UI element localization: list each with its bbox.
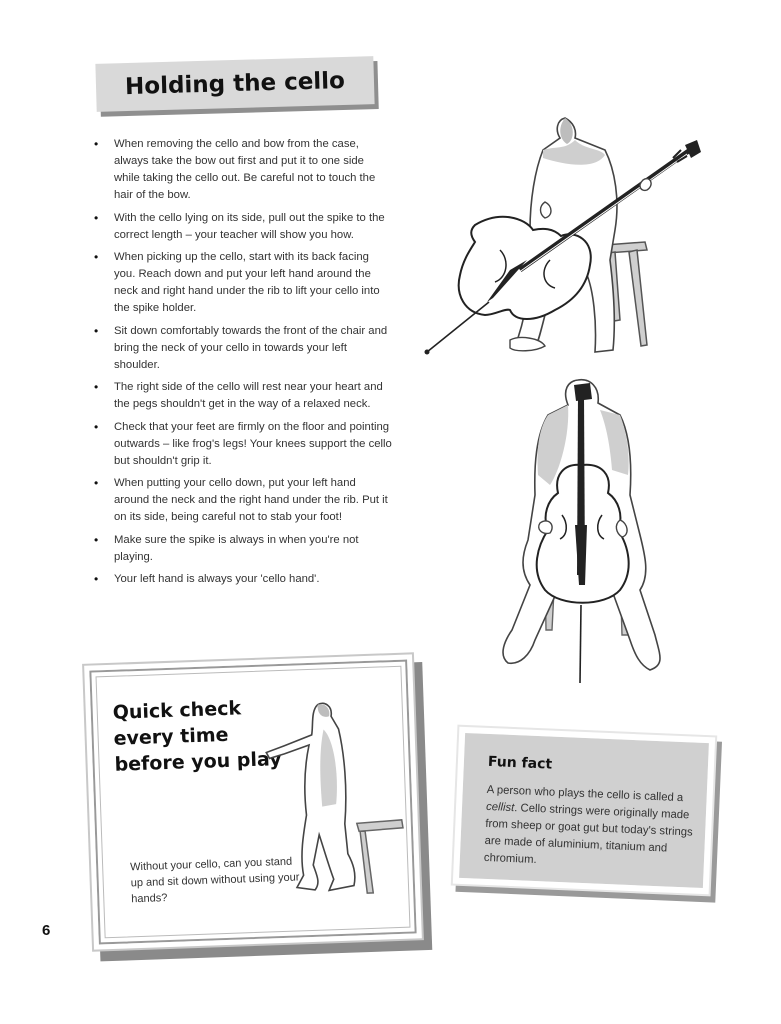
page-title: Holding the cello — [124, 67, 346, 101]
quick-check-text: Without your cello, can you stand up and sit down without using your hands? — [129, 855, 300, 906]
list-item: • Sit down comfortably towards the front of the chair and bring the neck of your cello in towards your left shoulder. — [92, 323, 392, 374]
quick-check-title: Quick check every time before you play — [112, 697, 282, 776]
cellist-front-view-illustration — [490, 375, 675, 685]
fun-fact-text — [484, 782, 697, 876]
list-item: • Your left hand is always your 'cello hand'. — [92, 571, 392, 588]
page-number: 6 — [42, 922, 51, 939]
quick-check-box — [89, 660, 416, 945]
fun-fact-box — [459, 733, 709, 888]
list-item: • The right side of the cello will rest near your heart and the pegs shouldn't get in the way of a relaxed neck. — [92, 379, 392, 413]
standing-person-illustration — [262, 692, 409, 907]
list-item: • With the cello lying on its side, pull out the spike to the correct length – your teacher will show you how. — [92, 210, 392, 244]
fun-fact-text-start: A person who plays the cello is called a — [486, 783, 684, 805]
list-item: • When putting your cello down, put your left hand around the neck and the right hand under the rib. Put it on its side, being careful not to stab your foot! — [92, 475, 392, 526]
fun-fact-text-end: . Cello strings were originally made from sheep or goat gut but today's strings are made of aluminium, titanium and chromium. — [483, 802, 693, 867]
fun-fact-emphasis: cellist — [485, 800, 515, 815]
title-banner — [95, 56, 374, 112]
list-item: • Make sure the spike is always in when you're not playing. — [92, 532, 392, 566]
list-item: • When removing the cello and bow from the case, always take the bow out first and put it to one side while taking the cello out. Be careful not to touch the hair of the bow. — [92, 136, 392, 204]
fun-fact-title: Fun fact — [487, 753, 553, 773]
instruction-list — [92, 136, 392, 594]
list-item: • Check that your feet are firmly on the floor and pointing outwards – like frog's legs! Your knees support the cello but shouldn't grip it. — [92, 419, 392, 470]
cellist-side-view-illustration — [415, 110, 715, 360]
list-item: • When picking up the cello, start with its back facing you. Reach down and put your left hand around the neck and right hand under the rib to lift your cello into the spike holder. — [92, 249, 392, 317]
